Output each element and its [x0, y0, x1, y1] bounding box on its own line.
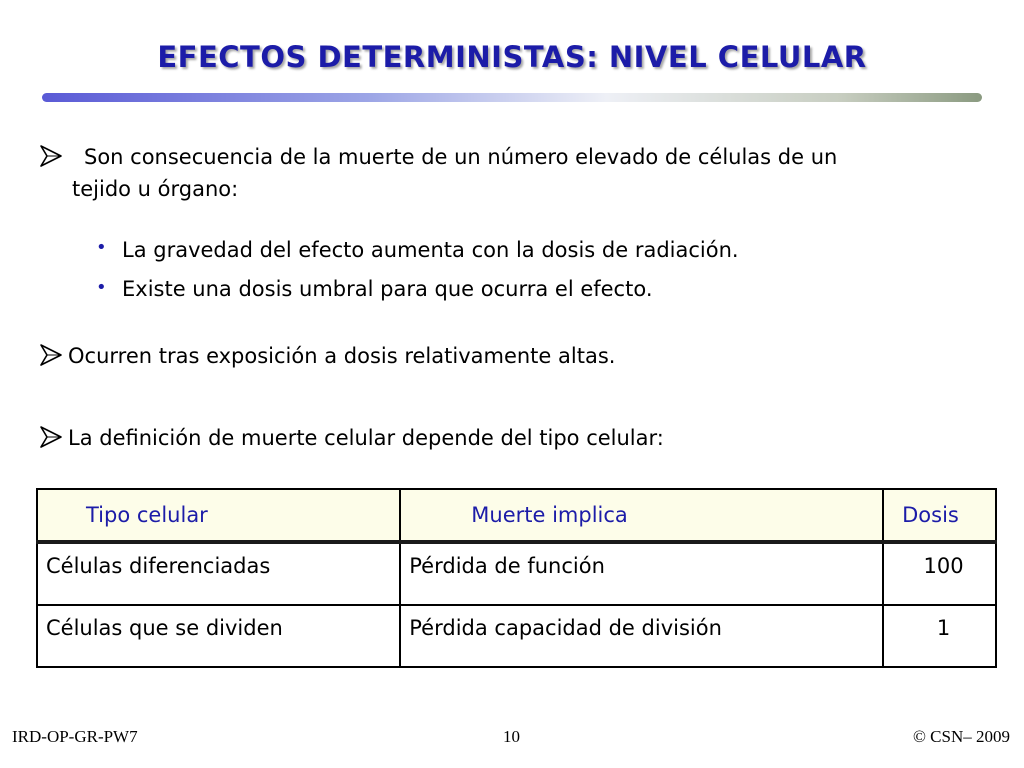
table-cell: Pérdida capacidad de división — [400, 605, 883, 667]
sub-bullet-1: La gravedad del efecto aumenta con la dosis de radiación. — [122, 238, 739, 262]
arrow-bullet-icon — [38, 342, 64, 368]
arrow-bullet-icon — [38, 424, 64, 450]
table-cell: 1 — [883, 605, 996, 667]
table-header-cell: Muerte implica — [400, 489, 883, 542]
title-underline-bar — [42, 93, 982, 102]
page-number: 10 — [503, 727, 520, 746]
dot-bullet-icon: • — [96, 277, 107, 298]
table-row — [37, 542, 996, 605]
table-header-cell: Tipo celular — [37, 489, 400, 542]
table-cell: Células que se dividen — [37, 605, 400, 667]
slide-title: EFECTOS DETERMINISTAS: NIVEL CELULAR — [157, 40, 867, 74]
bullet-2: Ocurren tras exposición a dosis relativamente altas. — [68, 344, 616, 368]
table-cell: 100 — [883, 542, 996, 605]
table-cell: Pérdida de función — [400, 542, 883, 605]
footer-copyright: © CSN– 2009 — [913, 727, 1010, 746]
dot-bullet-icon: • — [96, 237, 107, 258]
bullet-1-line-1: Son consecuencia de la muerte de un número elevado de células de un — [84, 145, 838, 169]
table-header-cell: Dosis — [883, 489, 996, 542]
bullet-1-line-2: tejido u órgano: — [72, 177, 239, 201]
sub-bullet-2: Existe una dosis umbral para que ocurra el efecto. — [122, 277, 653, 301]
table-header-row — [37, 489, 996, 542]
table-row — [37, 605, 996, 667]
footer-code: IRD-OP-GR-PW7 — [12, 727, 138, 746]
arrow-bullet-icon — [38, 143, 64, 169]
cell-type-table — [36, 488, 997, 668]
bullet-3: La definición de muerte celular depende del tipo celular: — [68, 426, 664, 450]
table-cell: Células diferenciadas — [37, 542, 400, 605]
